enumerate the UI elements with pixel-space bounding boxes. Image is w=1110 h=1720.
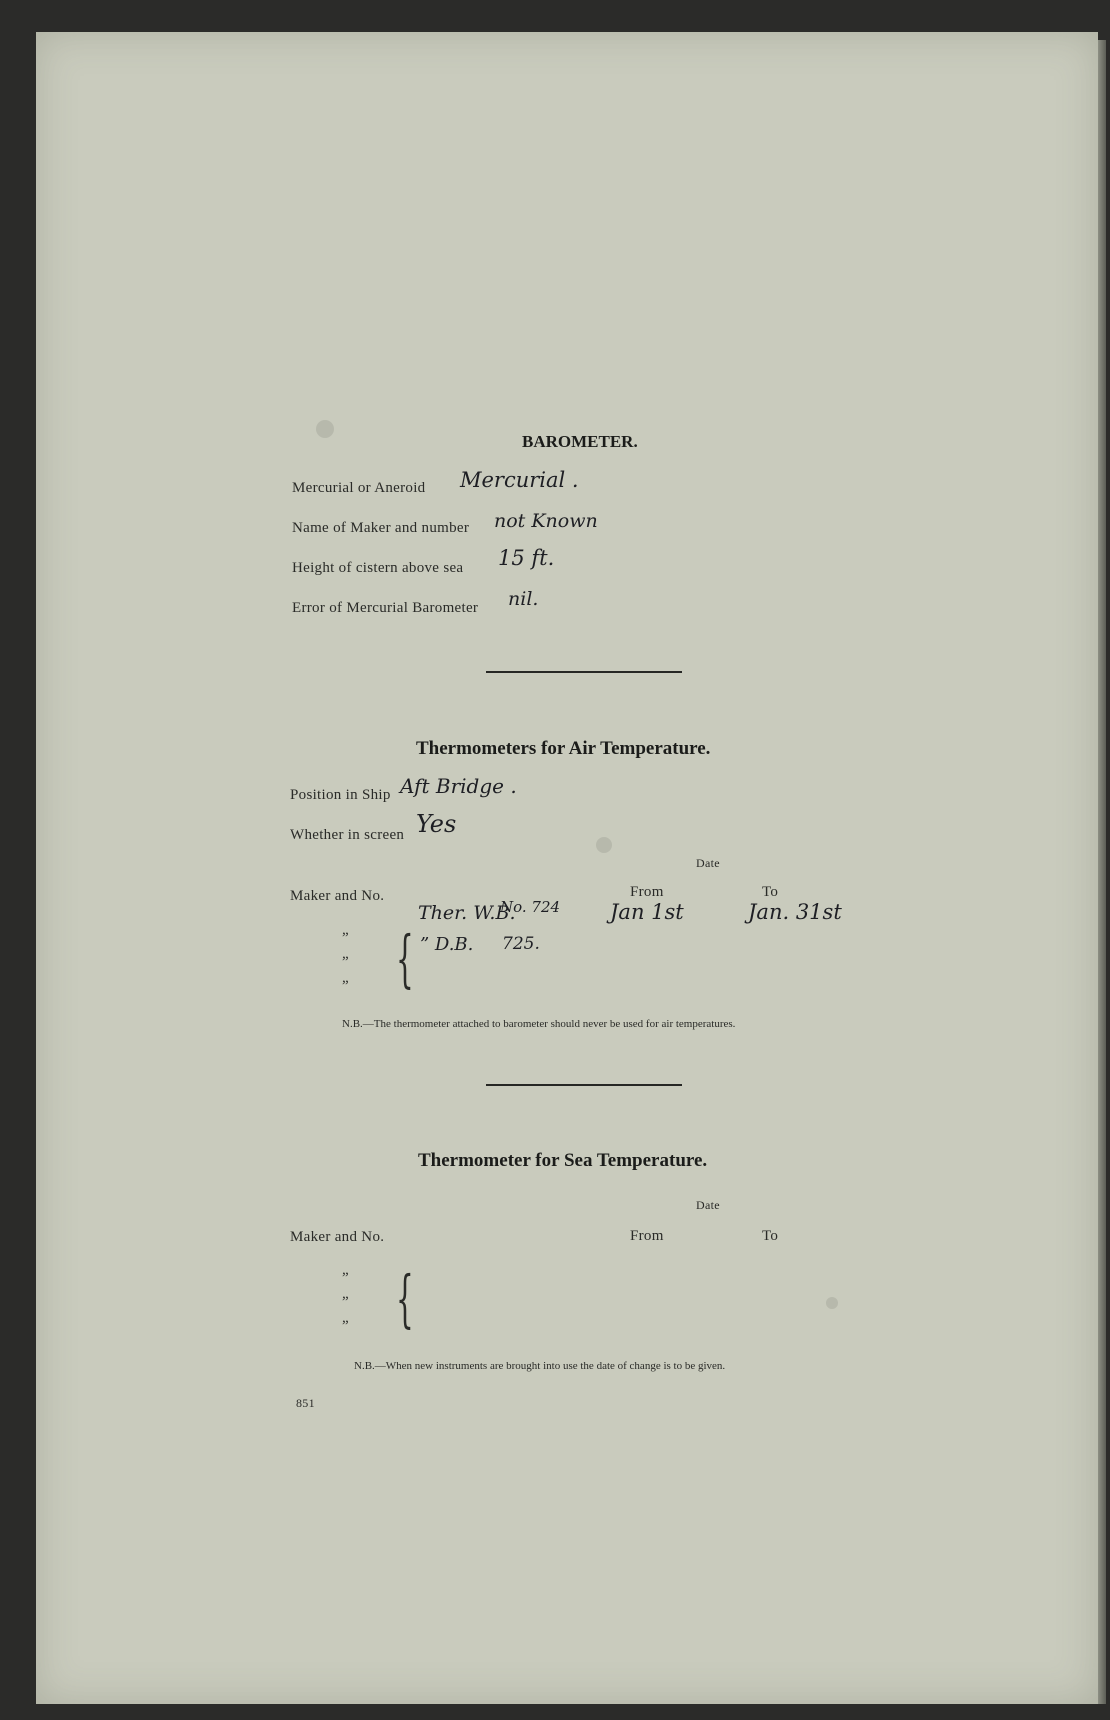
ditto-mark: ” xyxy=(342,1270,349,1286)
air-date-header: Date xyxy=(696,856,720,870)
screen-value: Yes xyxy=(416,810,457,838)
air-maker-header: Maker and No. xyxy=(290,888,385,904)
ditto-mark: ” xyxy=(342,978,349,994)
air-thermometer-1-number: No. 724 xyxy=(500,898,561,916)
stain-mark xyxy=(316,420,334,438)
air-thermometer-1-from: Jan 1st xyxy=(610,900,684,924)
sea-thermometer-title: Thermometer for Sea Temperature. xyxy=(418,1150,708,1171)
position-label: Position in Ship xyxy=(290,787,391,803)
page-edge xyxy=(1098,40,1106,1704)
sea-thermometer-note: N.B.—When new instruments are brought into use the date of change is to be given. xyxy=(354,1360,726,1372)
position-value: Aft Bridge . xyxy=(400,774,517,798)
air-to-header: To xyxy=(762,884,779,900)
air-thermometer-note: N.B.—The thermometer attached to barometer should never be used for air temperatures. xyxy=(342,1018,736,1030)
grouping-brace: { xyxy=(396,1262,414,1335)
barometer-height-label: Height of cistern above sea xyxy=(292,560,464,576)
barometer-type-label: Mercurial or Aneroid xyxy=(292,480,426,496)
stain-mark xyxy=(826,1297,838,1309)
form-number: 851 xyxy=(296,1396,315,1410)
barometer-error-label: Error of Mercurial Barometer xyxy=(292,600,479,616)
ditto-mark: ” xyxy=(342,930,349,946)
air-thermometer-1-to: Jan. 31st xyxy=(748,900,842,924)
sea-from-header: From xyxy=(630,1228,664,1244)
air-thermometer-2-number: 725. xyxy=(502,934,540,954)
barometer-title: BAROMETER. xyxy=(522,432,638,451)
air-thermometer-1-maker: Ther. W.B. xyxy=(418,902,516,924)
barometer-maker-value: not Known xyxy=(494,510,598,532)
barometer-maker-label: Name of Maker and number xyxy=(292,520,470,536)
sea-to-header: To xyxy=(762,1228,779,1244)
air-from-header: From xyxy=(630,884,664,900)
section-divider xyxy=(486,671,682,673)
stain-mark xyxy=(596,837,612,853)
section-divider xyxy=(486,1084,682,1086)
grouping-brace: { xyxy=(396,922,414,995)
air-thermometers-title: Thermometers for Air Temperature. xyxy=(416,738,711,759)
barometer-error-value: nil. xyxy=(508,588,539,610)
sea-date-header: Date xyxy=(696,1198,720,1212)
barometer-height-value: 15 ft. xyxy=(498,546,555,570)
ditto-mark: ” xyxy=(342,1318,349,1334)
ditto-mark: ” xyxy=(342,1294,349,1310)
barometer-type-value: Mercurial . xyxy=(460,468,579,492)
ditto-mark: ” xyxy=(342,954,349,970)
sea-maker-header: Maker and No. xyxy=(290,1229,385,1245)
form-sheet xyxy=(36,32,1098,1704)
screen-label: Whether in screen xyxy=(290,827,405,843)
air-thermometer-2-maker: ” D.B. xyxy=(420,934,474,955)
